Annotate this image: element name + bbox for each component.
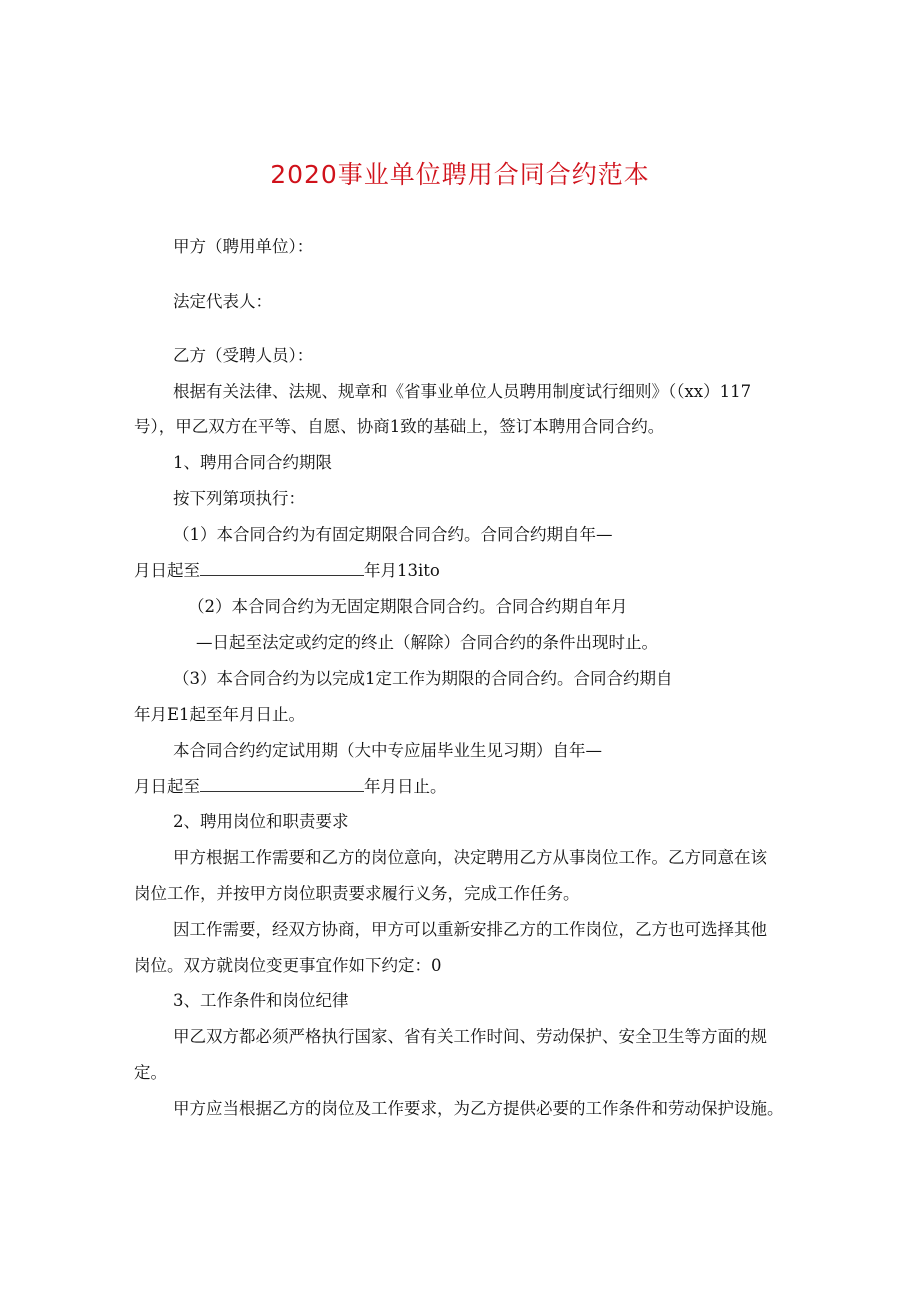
section-2-heading: 2、聘用岗位和职责要求 xyxy=(173,812,349,831)
intro-paragraph-line-2: 号），甲乙双方在平等、自愿、协商1致的基础上，签订本聘用合同合约。 xyxy=(134,417,665,436)
probation-line-1: 本合同合约约定试用期（大中专应届毕业生见习期）自年— xyxy=(173,741,602,760)
item-1-line-2 xyxy=(134,559,440,583)
probation-start-text: 月日起至 xyxy=(134,777,200,796)
item-3-line-1: （3）本合同合约为以完成1定工作为期限的合同合约。合同合约期自 xyxy=(173,669,673,688)
section-2-paragraph-2-line-2: 岗位。双方就岗位变更事宜作如下约定：0 xyxy=(134,956,442,975)
item-3-line-2: 年月E1起至年月日止。 xyxy=(134,705,306,724)
legal-representative-label: 法定代表人： xyxy=(173,292,272,311)
item-2-line-1: （2）本合同合约为无固定期限合同合约。合同合约期自年月 xyxy=(188,597,628,616)
section-1-intro: 按下列第项执行： xyxy=(173,489,305,508)
section-3-heading: 3、工作条件和岗位纪律 xyxy=(173,991,349,1010)
intro-paragraph-line-1: 根据有关法律、法规、规章和《省事业单位人员聘用制度试行细则》（（xx）117 xyxy=(173,382,752,401)
item-2-line-2: —日起至法定或约定的终止（解除）合同合约的条件出现时止。 xyxy=(196,633,658,652)
section-2-paragraph-1-line-1: 甲方根据工作需要和乙方的岗位意向，决定聘用乙方从事岗位工作。乙方同意在该 xyxy=(173,848,767,867)
item-1-blank-line xyxy=(200,559,364,576)
item-1-start-text: 月日起至 xyxy=(134,561,200,580)
party-b-label: 乙方（受聘人员）： xyxy=(173,346,314,365)
document-title: 2020事业单位聘用合同合约范本 xyxy=(270,160,650,189)
section-3-paragraph-1-line-1: 甲乙双方都必须严格执行国家、省有关工作时间、劳动保护、安全卫生等方面的规 xyxy=(173,1027,767,1046)
section-3-paragraph-1-line-2: 定。 xyxy=(134,1063,167,1082)
probation-end-text: 年月日止。 xyxy=(364,777,447,796)
party-a-label: 甲方（聘用单位）： xyxy=(173,237,314,256)
item-1-line-1: （1）本合同合约为有固定期限合同合约。合同合约期自年— xyxy=(173,525,613,544)
section-3-paragraph-2: 甲方应当根据乙方的岗位及工作要求，为乙方提供必要的工作条件和劳动保护设施。 xyxy=(173,1099,784,1118)
item-1-end-text: 年月13ito xyxy=(364,561,440,580)
section-2-paragraph-2-line-1: 因工作需要，经双方协商，甲方可以重新安排乙方的工作岗位，乙方也可选择其他 xyxy=(173,920,767,939)
section-2-paragraph-1-line-2: 岗位工作，并按甲方岗位职责要求履行义务，完成工作任务。 xyxy=(134,884,580,903)
probation-blank-line xyxy=(200,775,364,792)
probation-line-2 xyxy=(134,775,447,799)
section-1-heading: 1、聘用合同合约期限 xyxy=(173,453,332,472)
